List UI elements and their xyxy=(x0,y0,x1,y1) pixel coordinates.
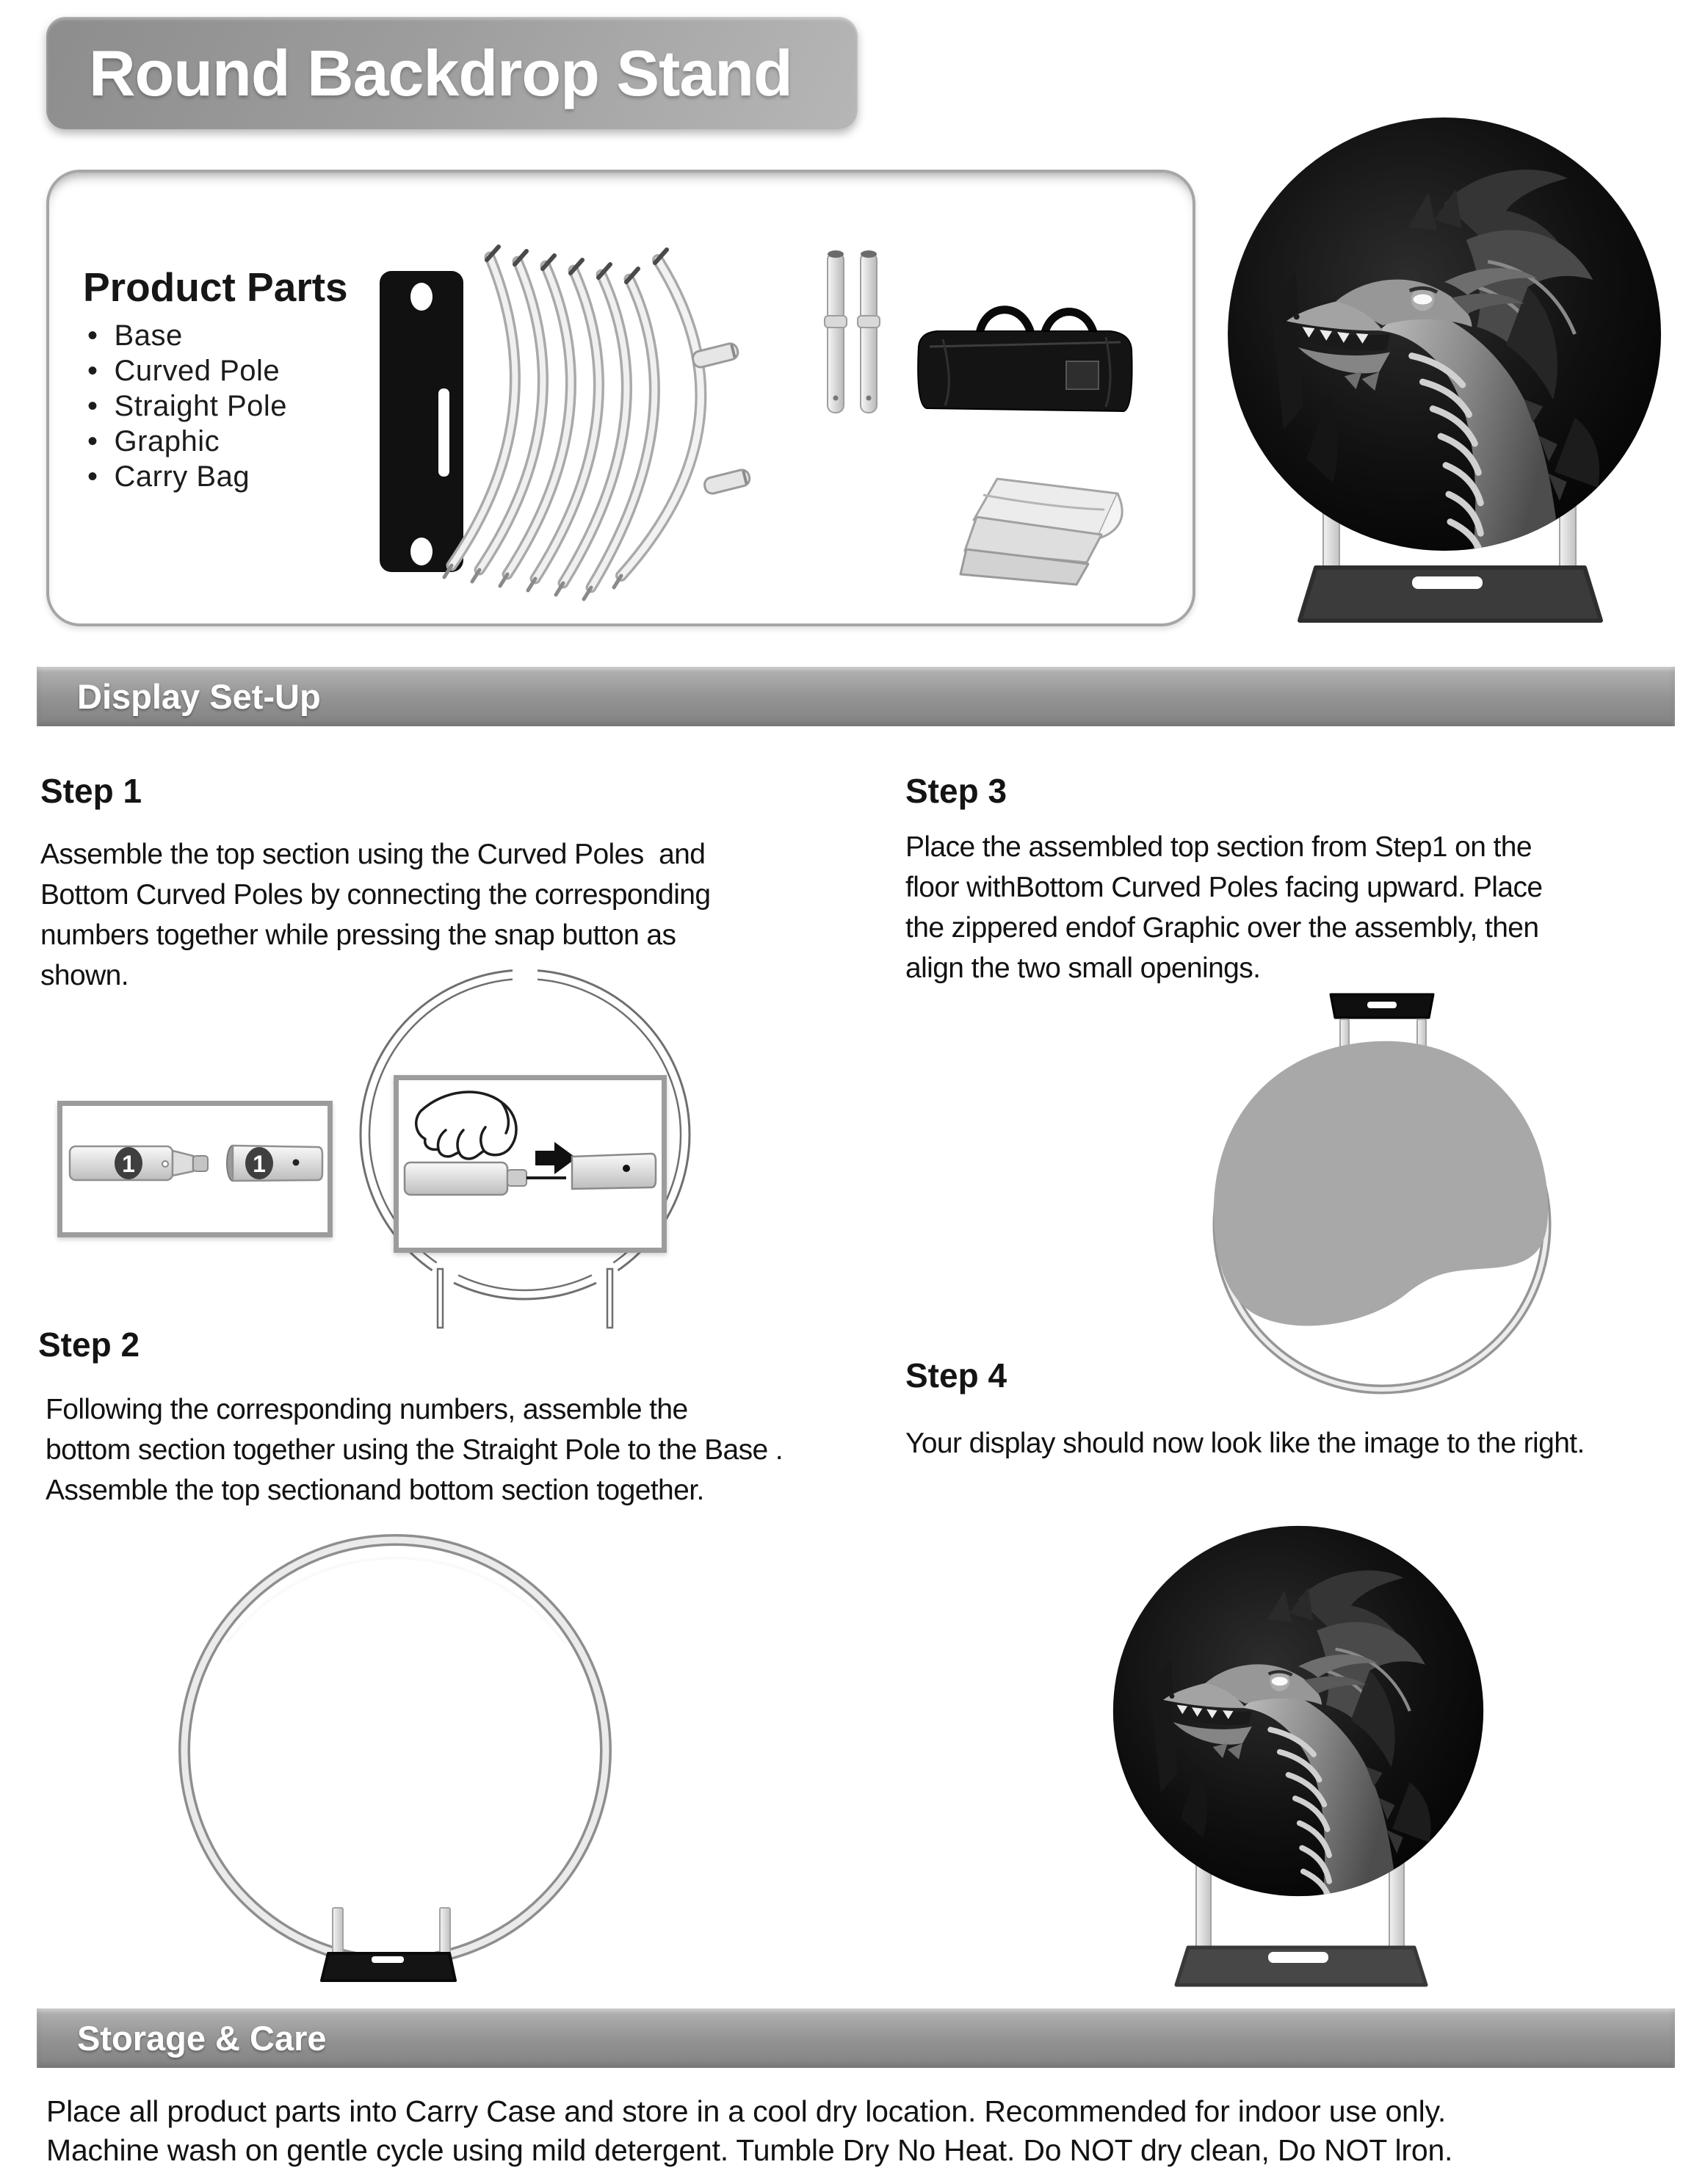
section-bar-label: Storage & Care xyxy=(77,2019,327,2058)
frame-base-graphic xyxy=(316,1950,463,1986)
section-bar-storage-care xyxy=(37,2008,1675,2068)
draped-graphic-ring xyxy=(1204,1032,1557,1414)
fabric-drape-shape xyxy=(1214,1041,1548,1326)
stand-base-graphic xyxy=(1291,562,1607,629)
list-item-carry-bag: • Carry Bag xyxy=(87,459,287,494)
dragon-graphic-circle xyxy=(1112,1525,1484,1897)
step1-heading: Step 1 xyxy=(40,772,142,810)
numbered-poles-graphic xyxy=(62,1106,328,1232)
frame-ring-graphic xyxy=(176,1532,614,1970)
list-item-graphic: • Graphic xyxy=(87,424,287,459)
storage-care-text: Place all product parts into Carry Case and store in a cool dry location. Recommended for indoor use only. Machine wash on gentle cycle using mild detergent. Tumble Dry No Heat. Do NOT dry clean, Do NOT lron. xyxy=(46,2094,1453,2167)
product-parts-graphic xyxy=(363,223,1193,612)
pole-number-badge: 1 xyxy=(253,1151,266,1177)
arrow-icon xyxy=(535,1142,576,1174)
list-item-curved-pole: • Curved Pole xyxy=(87,353,287,388)
snap-button-graphic xyxy=(399,1080,662,1248)
numbered-poles-inset xyxy=(57,1101,333,1237)
pole-number-badge: 1 xyxy=(122,1151,135,1177)
list-item-straight-pole: • Straight Pole xyxy=(87,388,287,424)
straight-poles-graphic xyxy=(825,250,880,413)
product-parts-heading: Product Parts xyxy=(83,264,348,310)
product-parts-panel xyxy=(46,170,1195,626)
step2-paragraph: Following the corresponding numbers, assemble the bottom section together using the Straight Pole to the Base . Assemble the top sectionand bottom section together. xyxy=(46,1394,784,1506)
stand-base-graphic xyxy=(1168,1942,1432,1991)
step1-paragraph: Assemble the top section using the Curved Poles and Bottom Curved Poles by connecting the corresponding numbers together while pressing the snap button as shown. xyxy=(40,839,711,991)
hand-icon xyxy=(416,1092,516,1159)
section-bar-label: Display Set-Up xyxy=(77,677,321,716)
step2-heading: Step 2 xyxy=(38,1325,140,1364)
curved-poles-graphic xyxy=(444,247,654,599)
upturned-base-graphic xyxy=(1326,991,1438,1021)
product-parts-list xyxy=(87,318,287,494)
step4-heading: Step 4 xyxy=(905,1356,1007,1395)
step4-paragraph: Your display should now look like the image to the right. xyxy=(905,1428,1585,1459)
step3-paragraph: Place the assembled top section from Step1 on the floor withBottom Curved Poles facing upward. Place the zippered endof Graphic over the assembly, then align the two small openings. xyxy=(905,831,1543,984)
section-bar-display-setup xyxy=(37,667,1675,726)
page-title: Round Backdrop Stand xyxy=(89,36,792,109)
title-banner xyxy=(46,17,858,129)
dragon-graphic-circle xyxy=(1227,117,1662,551)
step3-heading: Step 3 xyxy=(905,772,1007,810)
snap-button-inset xyxy=(394,1075,667,1253)
connector-pin-right xyxy=(607,1269,612,1328)
list-item-base: • Base xyxy=(87,318,287,353)
base-plate-graphic xyxy=(380,271,463,572)
folded-graphic-graphic xyxy=(960,479,1122,585)
carry-bag-graphic xyxy=(918,310,1132,411)
connector-pin-left xyxy=(438,1269,443,1328)
